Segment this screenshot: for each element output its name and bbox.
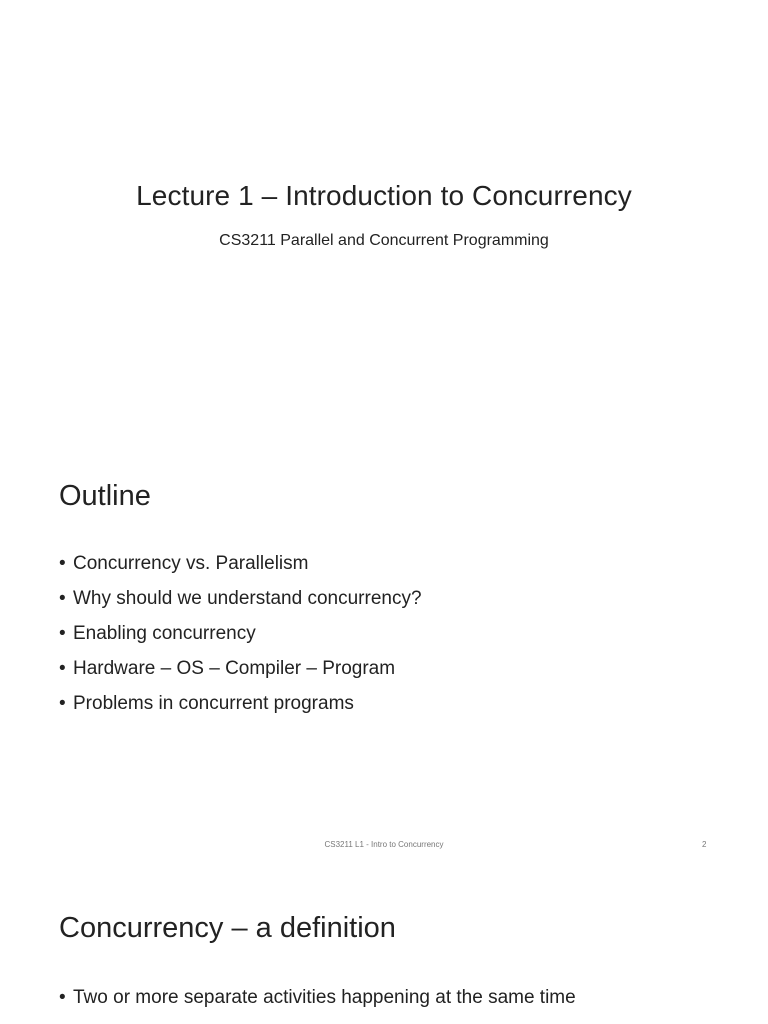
lecture-title: Lecture 1 – Introduction to Concurrency (136, 180, 632, 211)
outline-item-text: Why should we understand concurrency? (73, 588, 422, 609)
outline-heading: Outline (59, 480, 151, 512)
outline-item-text: Enabling concurrency (73, 623, 256, 644)
outline-item (59, 622, 422, 657)
bullet-icon: • (59, 987, 66, 1008)
outline-slide (0, 430, 768, 860)
definition-slide (0, 860, 768, 1024)
outline-item (59, 552, 422, 587)
definition-list (59, 986, 576, 1021)
outline-item (59, 692, 422, 727)
slide-footer: CS3211 L1 - Intro to Concurrency (324, 840, 444, 849)
outline-item (59, 657, 422, 692)
bullet-icon: • (59, 658, 66, 679)
definition-heading: Concurrency – a definition (59, 912, 396, 944)
bullet-icon: • (59, 693, 66, 714)
definition-item-text: Two or more separate activities happening at the same time (73, 987, 576, 1008)
bullet-icon: • (59, 588, 66, 609)
outline-item (59, 587, 422, 622)
definition-item (59, 986, 576, 1021)
bullet-icon: • (59, 623, 66, 644)
page-number: 2 (702, 840, 707, 849)
outline-list (59, 552, 422, 727)
outline-item-text: Problems in concurrent programs (73, 693, 354, 714)
course-subtitle: CS3211 Parallel and Concurrent Programming (219, 232, 549, 249)
bullet-icon: • (59, 553, 66, 574)
outline-item-text: Hardware – OS – Compiler – Program (73, 658, 396, 679)
title-slide (0, 0, 768, 430)
outline-item-text: Concurrency vs. Parallelism (73, 553, 309, 574)
